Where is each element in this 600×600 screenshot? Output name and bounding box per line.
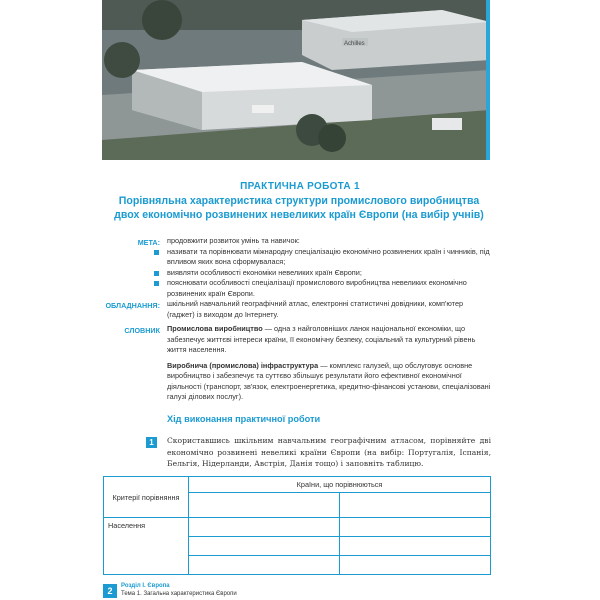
table-header-countries: Країни, що порівнюються xyxy=(189,477,491,493)
table-cell[interactable] xyxy=(189,556,340,575)
table-header-row xyxy=(104,477,491,493)
page-number: 2 xyxy=(103,584,117,598)
goal-item: пояснювати особливості спеціалізації промислового виробництва невеликих економічно розвинених країн Європи. xyxy=(167,278,492,299)
bullet-icon xyxy=(154,281,159,286)
bullet-icon xyxy=(154,250,159,255)
glossary-term: Промислова виробництво xyxy=(167,324,263,333)
table-cell[interactable] xyxy=(189,518,340,537)
goal-item: виявляти особливості економіки невеликих країн Європи; xyxy=(167,268,492,279)
practice-title xyxy=(104,194,494,222)
procedure-heading: Хід виконання практичної роботи xyxy=(167,414,321,424)
goal-item: називати та порівнювати міжнародну спеціалізацію економічно розвинених країн і чинників, під впливом яких вона сформувалася; xyxy=(167,247,492,268)
bullet-icon xyxy=(154,271,159,276)
goal-intro: продовжити розвиток умінь та навичок: xyxy=(167,236,300,245)
factory-aerial-image xyxy=(102,0,490,160)
task-text: Скориставшись шкільним навчальним географічним атласом, порівняйте дві економічно розвинені невеликі країни Європи (на вибір: Португалія, Іспанія, Бельгія, Нідерланди, Австрія, Данія тощо) і заповніть таблицю. xyxy=(167,436,491,468)
practice-title-line-2: двох економічно розвинених невеликих країн Європи (на вибір учнів) xyxy=(114,209,484,221)
svg-text:Achilles: Achilles xyxy=(344,41,365,47)
goal-label: МЕТА: xyxy=(137,238,160,247)
footer-topic: Тема 1. Загальна характеристика Європи xyxy=(121,591,237,597)
glossary-definition: — одна з найголовніших ланок національної економіки, що забезпечує життєві інтереси країни, її економічну безпеку, соціальний та культурний рівень життя населення. xyxy=(167,324,476,354)
glossary-label: СЛОВНИК xyxy=(124,326,160,335)
glossary-entry-2 xyxy=(167,361,492,403)
table-cell[interactable] xyxy=(340,556,491,575)
glossary-section xyxy=(167,324,492,403)
glossary-term: Виробнича (промислова) інфраструктура xyxy=(167,360,319,370)
table-cell[interactable] xyxy=(189,537,340,556)
goal-section xyxy=(167,236,492,299)
comparison-table xyxy=(103,476,491,575)
table-cell[interactable] xyxy=(340,493,491,518)
table-header-criteria: Критерії порівняння xyxy=(104,477,189,518)
goal-list xyxy=(167,247,492,300)
practice-label: ПРАКТИЧНА РОБОТА 1 xyxy=(240,181,360,192)
practice-title-line-1: Порівняльна характеристика структури промислового виробництва xyxy=(118,195,480,207)
glossary-entry-1 xyxy=(167,324,492,356)
footer-part: Розділ І. Європа xyxy=(121,583,170,589)
equipment-label: ОБЛАДНАННЯ: xyxy=(105,301,160,310)
table-row-label: Населення xyxy=(104,518,189,575)
table-cell[interactable] xyxy=(189,493,340,518)
equipment-text: шкільний навчальний географічний атлас, електронні статистичні довідники, комп'ютер (гаджет) із виходом до Інтернету. xyxy=(167,299,464,319)
table-cell[interactable] xyxy=(340,518,491,537)
table-row xyxy=(104,518,491,537)
glossary-definition: — комплекс галузей, що обслуговує основне виробництво і забезпечує та суттєво збільшує результати його ефективної економічної діяльності (транспорт, зв'язок, електроенергетика, кредитно-фінансові установи, спеціалізовані галузі ділових послуг). xyxy=(167,360,491,401)
table-cell[interactable] xyxy=(340,537,491,556)
task-number-badge: 1 xyxy=(146,437,157,448)
factory-photo xyxy=(102,0,490,160)
